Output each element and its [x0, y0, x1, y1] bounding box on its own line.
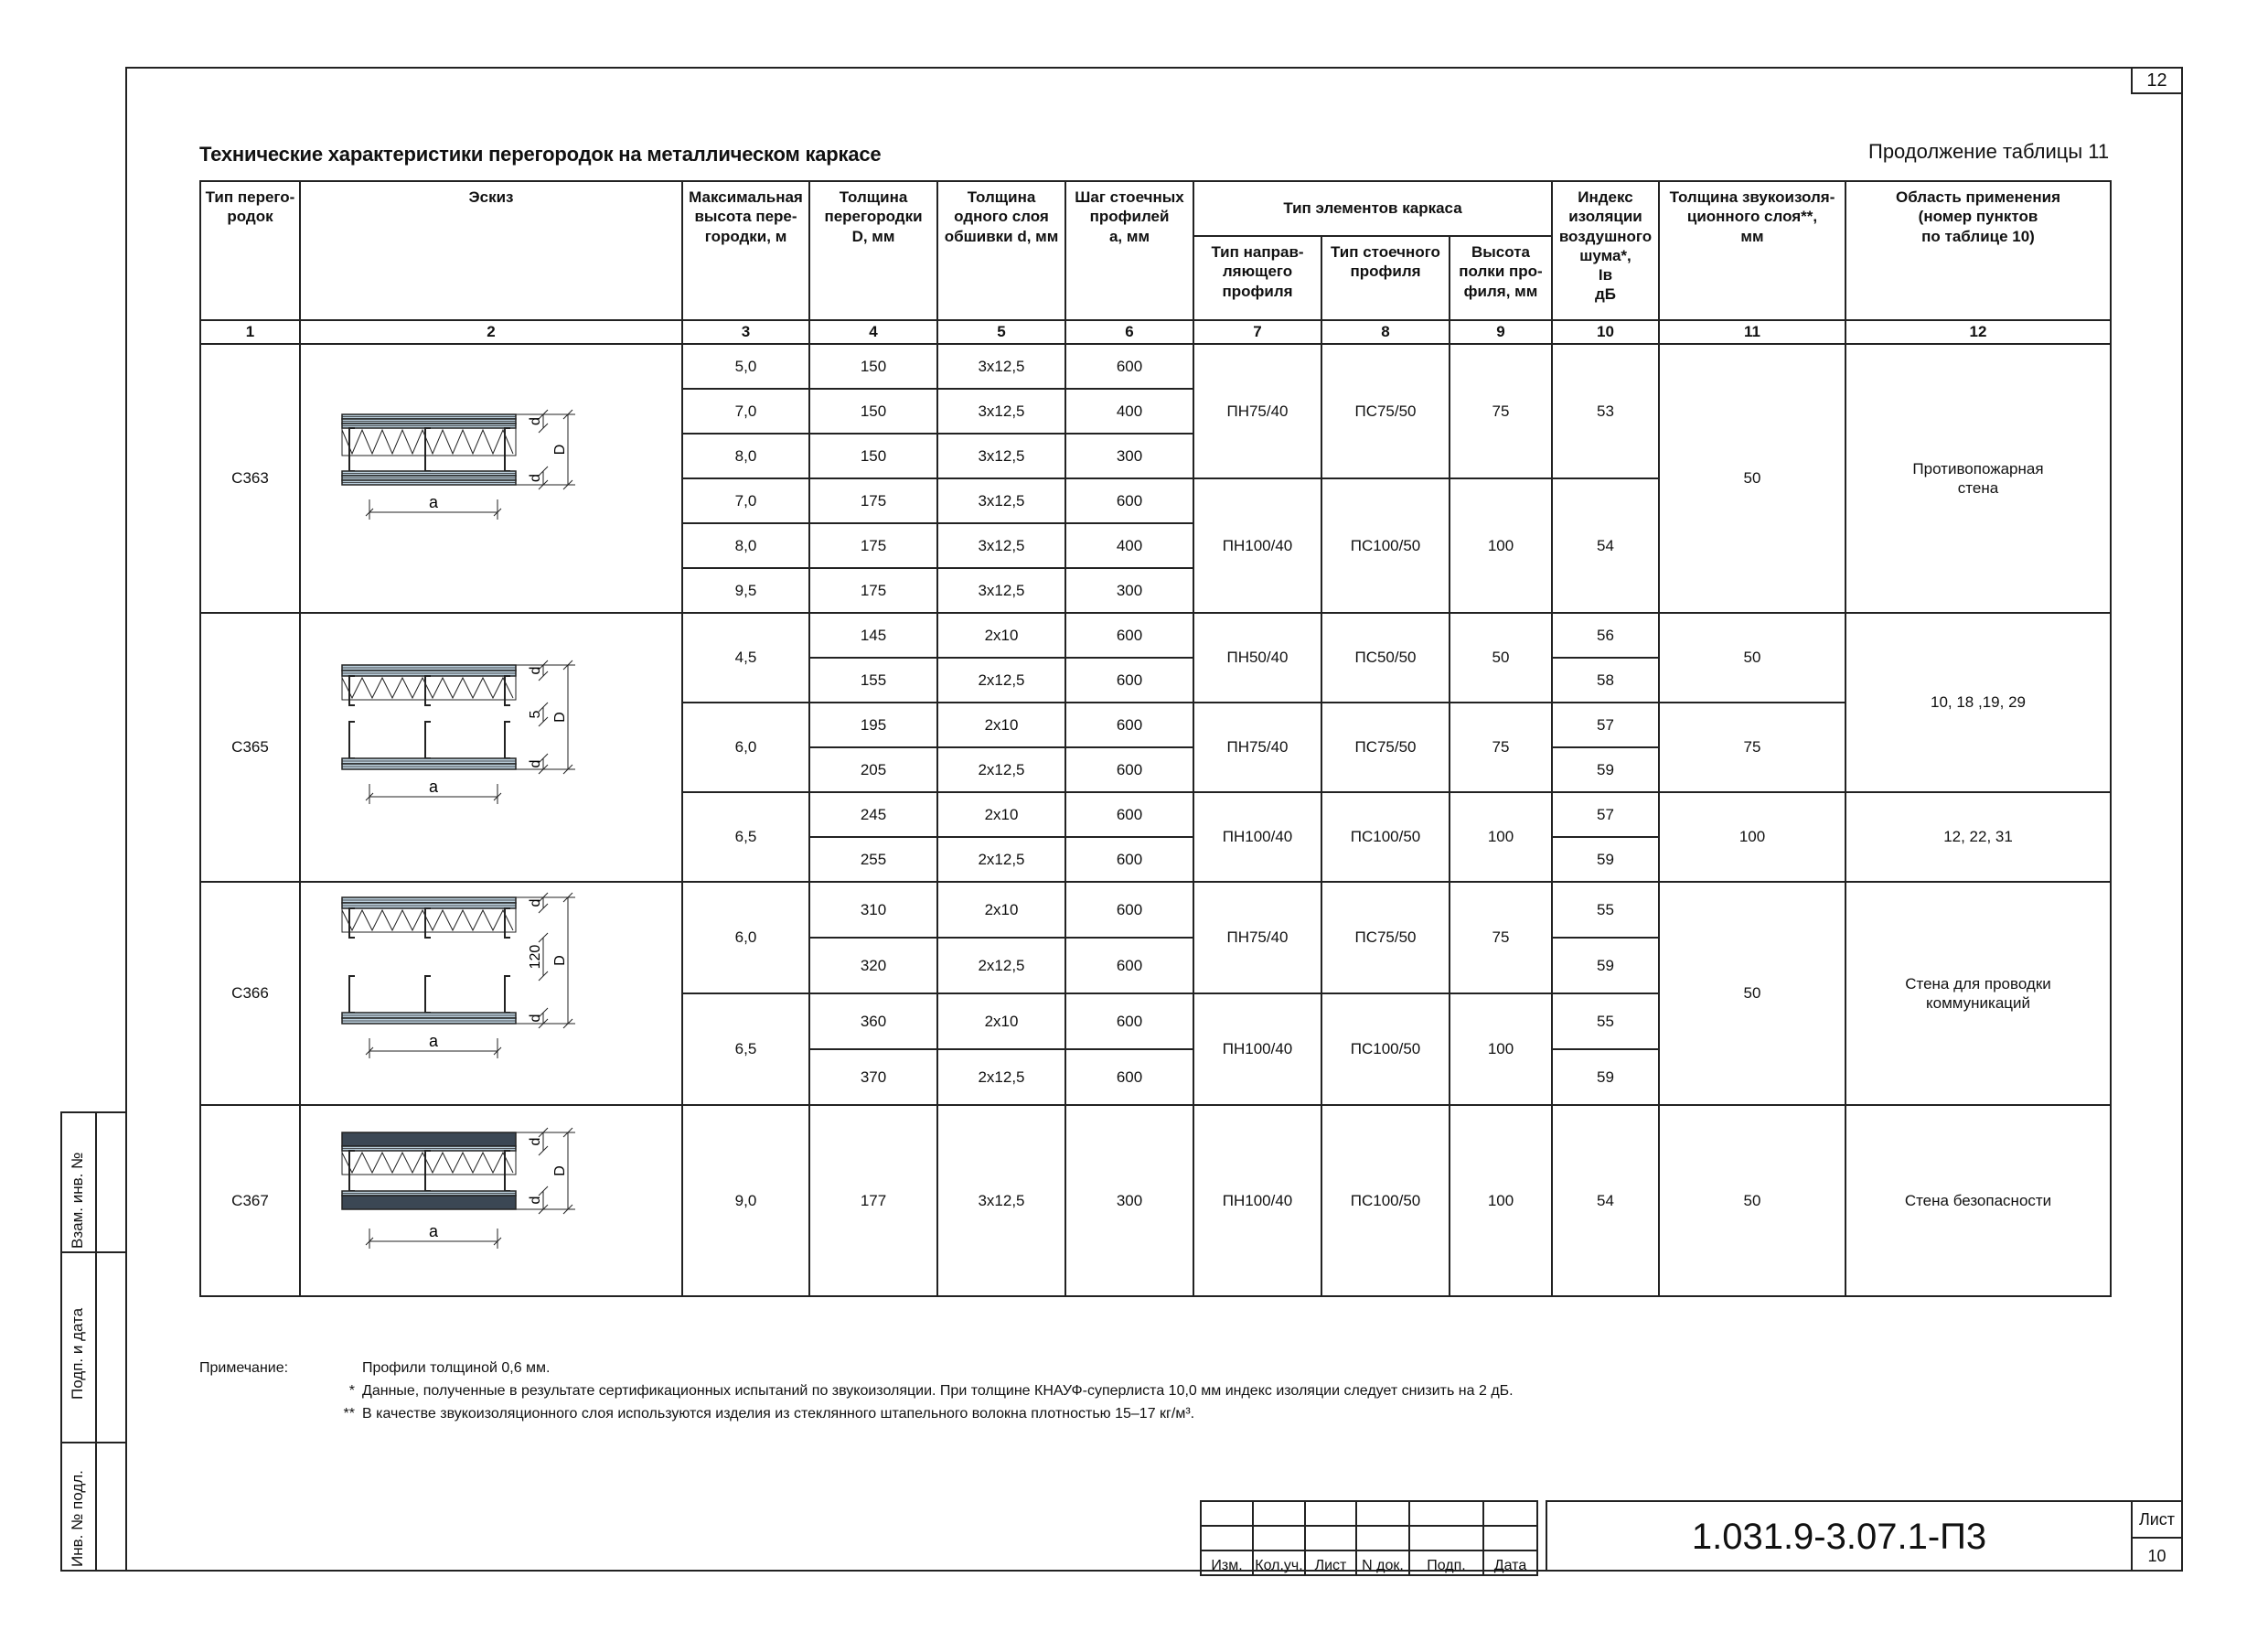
header-max-height: Максимальная высота пере- городки, м [682, 181, 809, 320]
svg-text:d: d [528, 474, 543, 482]
table-row: 255 2x12,5 600 59 [200, 837, 2111, 882]
svg-text:D: D [552, 955, 568, 966]
page-number-top: 12 [2131, 67, 2183, 94]
svg-text:a: a [428, 493, 439, 511]
specs-table [199, 180, 2112, 1297]
header-thickness: Толщина перегородки D, мм [809, 181, 937, 320]
svg-text:d: d [528, 666, 543, 675]
header-application: Область применения (номер пунктов по таблице 10) [1845, 181, 2111, 320]
title-block-grid: Изм. Кол.уч. Лист N док. Подп. Дата [1200, 1500, 1538, 1576]
table-row: 9,5 175 3x12,5 300 [200, 568, 2111, 613]
header-sketch: Эскиз [300, 181, 682, 320]
svg-text:a: a [428, 778, 439, 796]
table-row: 205 2x12,5 600 59 [200, 747, 2111, 792]
table-row: С365 d 5 d D a 4,5 145 2x10 600 ПН50/40 ПС50/50 50 56 50 10, 18 ,19, 29 [200, 613, 2111, 658]
svg-text:a: a [428, 1222, 439, 1240]
table-row: 370 2x12,5 600 59 [200, 1049, 2111, 1105]
notes-block: Примечание: Профили толщиной 0,6 мм. * Данные, полученные в результате сертификационных испытаний по звукоизоляции. При толщине КНАУФ-суперлиста 10,0 мм индекс изоляции следует снизить на 2 дБ. ** В качестве звукоизоляционного слоя используются изделия из стеклянного штапельного волокна плотностью 15–17 кг/м³. [199, 1357, 1514, 1425]
sheet-label: Лист [2133, 1502, 2181, 1539]
note-3: В качестве звукоизоляционного слоя используются изделия из стеклянного штапельного волокна плотностью 15–17 кг/м³. [362, 1405, 1195, 1422]
header-flange-height: Высота полки про- филя, мм [1450, 236, 1552, 320]
header-frame-elements: Тип элементов каркаса [1193, 181, 1552, 236]
svg-text:d: d [528, 1137, 543, 1146]
svg-text:d: d [528, 417, 543, 425]
table-row: 8,0 150 3x12,5 300 [200, 434, 2111, 478]
header-sound-index: Индекс изоляции воздушного шума*, Iв дБ [1552, 181, 1659, 320]
table-row: 155 2x12,5 600 58 [200, 658, 2111, 703]
table-row: С363 d d D a 5,0 150 3x12,5 600 ПН75/40 ПС75/50 75 53 50 Противопожарная стена [200, 344, 2111, 389]
svg-text:a: a [428, 1032, 439, 1050]
svg-text:d: d [528, 759, 543, 768]
table-row: 8,0 175 3x12,5 400 [200, 523, 2111, 568]
table-row: С366 d 120 d D a 6,0 310 2x10 600 ПН75/40 ПС75/50 75 55 50 Стена для проводки коммуникаций [200, 882, 2111, 938]
sheet-number: 10 [2147, 1546, 2166, 1565]
header-layer-thickness: Толщина одного слоя обшивки d, мм [937, 181, 1065, 320]
note-2: Данные, полученные в результате сертификационных испытаний по звукоизоляции. При толщине КНАУФ-суперлиста 10,0 мм индекс изоляции следует снизить на 2 дБ. [362, 1382, 1514, 1399]
partition-type: С366 [200, 882, 300, 1105]
sketch-c363-icon [300, 344, 682, 613]
note-1: Профили толщиной 0,6 мм. [362, 1360, 551, 1376]
svg-text:D: D [552, 1165, 568, 1176]
table-row: 7,0 175 3x12,5 600 ПН100/40 ПС100/50 100 54 [200, 478, 2111, 523]
table-row: С367 d d D a 9,0 177 3x12,5 300 ПН100/40 ПС100/50 100 54 50 Стена безопасности [200, 1105, 2111, 1296]
svg-text:5: 5 [528, 710, 543, 719]
svg-text:d: d [528, 1196, 543, 1205]
sketch-c366-icon [300, 882, 682, 1105]
svg-text:120: 120 [528, 944, 543, 970]
notes-label: Примечание: [199, 1360, 289, 1376]
stamp-signature-date: Подп. и дата [60, 1251, 125, 1443]
table-continuation-label: Продолжение таблицы 11 [1868, 140, 2110, 163]
table-row: 320 2x12,5 600 59 [200, 938, 2111, 993]
header-insulation-thickness: Толщина звукоизоля- ционного слоя**, мм [1659, 181, 1845, 320]
document-code: 1.031.9-3.07.1-П3 [1546, 1500, 2131, 1572]
svg-text:d: d [528, 898, 543, 907]
column-numbers-row: 1 2 3 4 5 6 7 8 9 10 11 12 [200, 320, 2111, 344]
header-guide-profile: Тип направ- ляющего профиля [1193, 236, 1321, 320]
svg-text:d: d [528, 1014, 543, 1023]
header-stud-spacing: Шаг стоечных профилей a, мм [1065, 181, 1193, 320]
table-row: 7,0 150 3x12,5 400 [200, 389, 2111, 434]
header-type: Тип перего- родок [200, 181, 300, 320]
sketch-c365-icon [300, 613, 682, 882]
stamp-original-inventory: Инв. № подл. [60, 1442, 125, 1572]
sheet-box [2131, 1500, 2183, 1572]
partition-type: С367 [200, 1105, 300, 1296]
table-row: 6,5 245 2x10 600 ПН100/40 ПС100/50 100 57 100 12, 22, 31 [200, 792, 2111, 837]
partition-type: С363 [200, 344, 300, 613]
stamp-replaced-inventory: Взам. инв. № [60, 1111, 125, 1253]
page-title: Технические характеристики перегородок на металлическом каркасе [199, 143, 882, 166]
header-stud-profile: Тип стоечного профиля [1321, 236, 1450, 320]
table-row: 6,0 195 2x10 600 ПН75/40 ПС75/50 75 57 75 [200, 703, 2111, 747]
svg-text:D: D [552, 444, 568, 456]
svg-text:D: D [552, 712, 568, 723]
partition-type: С365 [200, 613, 300, 882]
sketch-c367-icon [300, 1105, 682, 1296]
table-row: 6,5 360 2x10 600 ПН100/40 ПС100/50 100 55 [200, 993, 2111, 1049]
